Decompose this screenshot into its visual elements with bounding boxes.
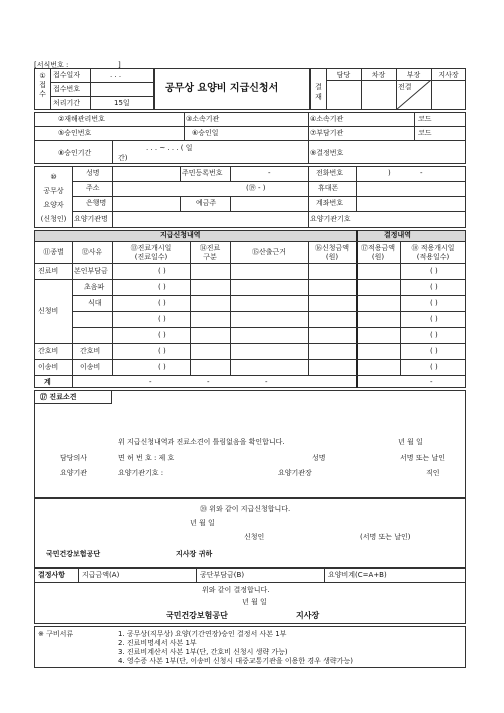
col-reason: ⑫사유: [81, 248, 103, 256]
col-type: ⑭진료 구분: [199, 244, 221, 261]
row-dparen-6: ( ): [430, 347, 438, 355]
doctor-date: 년 월 일: [398, 438, 423, 446]
col-decision-start: ⑱ 적용개시일 (적용일수): [411, 244, 455, 261]
processing-value: 15일: [114, 99, 130, 107]
decision-total: 요양비계(C=A+B): [328, 571, 387, 579]
total-dash-2: -: [207, 378, 210, 386]
col-kind: ⑪종별: [43, 248, 64, 256]
decision-label: 결정사항: [38, 571, 66, 579]
decision-head: 지사장: [296, 611, 320, 620]
row-kind-6: 간호비: [38, 347, 59, 355]
row-dparen-1: ( ): [430, 267, 438, 275]
col-basis: ⑮산출근거: [251, 248, 287, 256]
applicant-mark: ⑩ 공무상 요양자 (신청인): [40, 173, 67, 223]
col-claim-amount: ⑯신청금액 (원): [314, 244, 350, 261]
doctor-name-label: 성명: [312, 454, 326, 462]
receipt-mark: ① 접 수: [39, 72, 46, 98]
rrn-dash: -: [268, 169, 271, 177]
approval-date-label: ⑥승인일: [192, 129, 219, 137]
role-director: 부장: [406, 71, 421, 79]
address-label: 주소: [86, 184, 100, 192]
code-label-2: 코드: [418, 129, 432, 137]
row-dparen-5: ( ): [430, 331, 438, 339]
processing-label: 처리기간: [53, 99, 81, 107]
decision-amount: 지급금액(A): [82, 571, 120, 579]
row-paren-6: ( ): [158, 347, 166, 355]
row-paren-4: ( ): [158, 315, 166, 323]
row-kind-7: 이송비: [38, 363, 59, 371]
request-date: 년 월 일: [190, 519, 215, 527]
doctor-confirm-text: 위 지급신청내역과 진료소견이 틀림없음을 확인합니다.: [118, 438, 285, 446]
row-kind-1: 진료비: [38, 267, 59, 275]
form-number-close: ]: [118, 61, 121, 69]
row-reason-2: 초음파: [84, 283, 105, 291]
role-staff: 담당: [336, 71, 351, 79]
col-start: ⑬진료개시일 (진료일수): [130, 244, 172, 261]
total-dash-1: -: [149, 378, 152, 386]
row-dparen-7: ( ): [430, 363, 438, 371]
hospital-name-label: 요양기관명: [74, 215, 108, 223]
request-text: ⑳ 위와 같이 지급신청합니다.: [200, 505, 291, 513]
doctor-opinion-label: ⑰ 진료소견: [40, 393, 77, 401]
approval-no-label: ⑤승인번호: [58, 129, 92, 137]
org-label-2: ④소속기관: [310, 115, 344, 123]
hospital-code-label: 요양기관기호: [310, 215, 351, 223]
notes-label: ※ 구비서류: [38, 630, 74, 638]
hospital-label: 요양기관: [60, 469, 88, 477]
note-4: 4. 영수증 사본 1부(단, 이송비 신청시 대중교통기관을 이용한 경우 생략가능): [118, 657, 353, 665]
doctor-license: 면 허 번 호 : 제 호: [118, 454, 175, 462]
row-paren-2: ( ): [158, 283, 166, 291]
total-label: 계: [44, 378, 51, 386]
approval-period-value: . . . ~ . . . ( 일: [146, 144, 193, 152]
row-paren-5: ( ): [158, 331, 166, 339]
approval-note: 전결: [398, 83, 412, 91]
request-applicant: 신청인: [244, 533, 265, 541]
row-reason-6: 간호비: [80, 347, 101, 355]
approval-label: 결 재: [315, 83, 322, 101]
decision-no-label: ⑨결정번호: [310, 149, 344, 157]
bank-label: 은행명: [86, 199, 107, 207]
form-number-label: [서식번호 :: [34, 61, 69, 69]
hospital-seal: 직인: [426, 469, 440, 477]
phone-label: 전화번호: [316, 169, 344, 177]
mobile-label: 휴대폰: [318, 184, 339, 192]
hospital-head: 요양기관장: [278, 469, 312, 477]
row-reason-7: 이송비: [80, 363, 101, 371]
request-org: 국민건강보험공단: [46, 550, 101, 558]
row-paren-1: ( ): [158, 267, 166, 275]
address-zip: (⑲ - ): [246, 184, 266, 192]
phone-dash: -: [420, 169, 423, 177]
row-dparen-3: ( ): [430, 299, 438, 307]
receipt-date-label: 접수일자: [53, 71, 81, 79]
request-head: 지사장 귀하: [176, 550, 213, 558]
receipt-no-label: 접수번호: [53, 85, 81, 93]
note-3: 3. 진료비계산서 사본 1부(단, 간호비 신청시 생략 가능): [118, 648, 288, 656]
name-label: 성명: [86, 169, 100, 177]
row-reason-3: 식대: [88, 299, 102, 307]
decision-public: 공단부담금(B): [200, 571, 245, 579]
request-sign: (서명 또는 날인): [360, 533, 411, 541]
role-deputy: 차장: [371, 71, 386, 79]
note-1: 1. 공무상(직무상) 요양(기간연장)승인 결정서 사본 1부: [118, 630, 287, 638]
disaster-no-label: ②재해관리번호: [58, 115, 105, 123]
org-label-1: ③소속기관: [186, 115, 220, 123]
row-dparen-2: ( ): [430, 283, 438, 291]
decision-text: 위와 같이 결정합니다.: [202, 586, 270, 594]
approval-period-label: ⑧승인기간: [58, 149, 92, 157]
claim-section-title: 지급신청내역: [160, 231, 201, 239]
receipt-date-value: . . .: [110, 71, 122, 79]
row-paren-3: ( ): [158, 299, 166, 307]
account-label: 계좌번호: [316, 199, 344, 207]
code-label-1: 코드: [418, 115, 432, 123]
total-dash-3: -: [265, 378, 268, 386]
burden-org-label: ⑦부담기관: [310, 129, 344, 137]
depositor-label: 예금주: [196, 199, 217, 207]
form-title: 공무상 요양비 지급신청서: [165, 83, 279, 94]
note-2: 2. 진료비명세서 사본 1부: [118, 639, 197, 647]
doctor-sign: 서명 또는 날인: [400, 454, 446, 462]
hospital-symbol: 요양기관기호 :: [118, 469, 164, 477]
approval-period-days: 간): [118, 154, 128, 162]
decision-section-title: 결정내역: [384, 231, 412, 239]
receipt-box: [34, 68, 154, 110]
decision-org: 국민건강보험공단: [166, 611, 228, 620]
rrn-label: 주민등록번호: [182, 169, 223, 177]
row-paren-7: ( ): [158, 363, 166, 371]
total-dash-4: -: [430, 378, 433, 386]
col-approved-amount: ⑰적용금액 (원): [360, 244, 396, 261]
decision-date: 년 월 일: [242, 598, 267, 606]
row-reason-1: 본인부담금: [74, 267, 108, 275]
row-dparen-4: ( ): [430, 315, 438, 323]
approval-diagonal: [396, 80, 431, 110]
phone-paren: ): [388, 169, 391, 177]
role-branch-head: 지사장: [438, 71, 459, 79]
row-kind-3: 신청비: [38, 307, 59, 315]
doctor-label: 담당의사: [60, 454, 88, 462]
